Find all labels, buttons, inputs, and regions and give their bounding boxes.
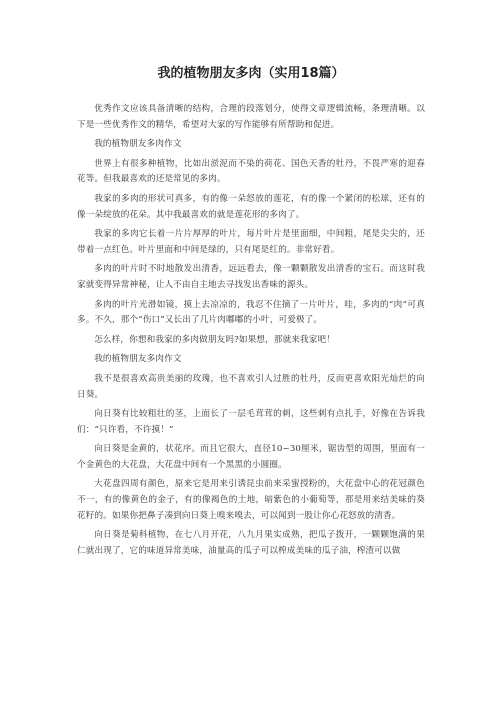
paragraph: 怎么样，你想和我家的多肉做朋友吗?如果想，那就来我家吧！ bbox=[94, 334, 336, 345]
paragraph: 向日葵是菊科植物，在七八月开花，八九月果实成熟，把瓜子拨开，一颗颗饱满的果仁就出现了，它的味道异常美味，油量高的瓜子可以榨成美味的瓜子油，榨渣可以做 bbox=[77, 530, 425, 556]
essay-heading: 我的植物朋友多肉作文 bbox=[94, 354, 182, 365]
paragraph: 世界上有很多种植物，比如出淤泥而不染的荷花、国色天香的牡丹，不畏严寒的迎春花等。但我最喜欢的还是常见的多肉。 bbox=[77, 158, 425, 185]
paragraph: 多肉的叶片时不时地散发出清香，远远看去，像一颗颗散发出清香的宝石。而这时我家就变得异常神秘，让人不由自主地去寻找发出香味的源头。 bbox=[77, 264, 425, 290]
paragraph: 我家的多肉它长着一片片厚厚的叶片，每片叶片是里面细，中间粗，尾是尖尖的，还带着一点红色。叶片里面和中间是绿的，只有尾是红的。非常好看。 bbox=[77, 229, 425, 255]
paragraph: 向日葵有比较粗壮的茎，上面长了一层毛茸茸的刺，这些刺有点扎手，好像在告诉我们：“只许看，不许摸！” bbox=[77, 409, 425, 435]
paragraph: 多肉的叶片光滑如镜，摸上去凉凉的，我忍不住摘了一片叶片，哇，多肉的“肉”可真多。不久，那个“伤口”又长出了几片肉嘟嘟的小叶，可爱极了。 bbox=[77, 299, 425, 326]
document-title: 我的植物朋友多肉（实用18篇） bbox=[157, 66, 345, 81]
paragraph: 大花盘四周有颜色，原来它是用来引诱昆虫前来采蜜授粉的，大花盘中心的花冠颜色不一，有的像黄色的金子，有的像褐色的土地，暗紫色的小葡萄等，那是用来结美味的葵花籽的。如果你把鼻子凑到向日葵上嗅来嗅去，可以闻到一股让你心花怒放的清香。 bbox=[77, 479, 425, 521]
essay-heading: 我的植物朋友多肉作文 bbox=[94, 139, 182, 150]
paragraph: 我家的多肉的形状可真多，有的像一朵怒放的莲花，有的像一个紧闭的松球，还有的像一朵绽放的花朵。其中我最喜欢的就是莲花形的多肉了。 bbox=[77, 193, 425, 220]
paragraph-intro: 优秀作文应该具备清晰的结构，合理的段落划分，使得文章逻辑流畅，条理清晰。以下是一些优秀作文的精华，希望对大家的写作能够有所帮助和促进。 bbox=[77, 104, 425, 130]
paragraph: 我不是很喜欢高贵美丽的玫瑰，也不喜欢引人过胜的牡丹，反而更喜欢阳光灿烂的向日葵。 bbox=[77, 373, 425, 400]
paragraph: 向日葵是金黄的，状花序。而且它很大，直径10~30厘米，锯齿型的周围，里面有一个金黄色的大花盘，大花盘中间有一个黑黑的小圆圈。 bbox=[77, 444, 425, 470]
